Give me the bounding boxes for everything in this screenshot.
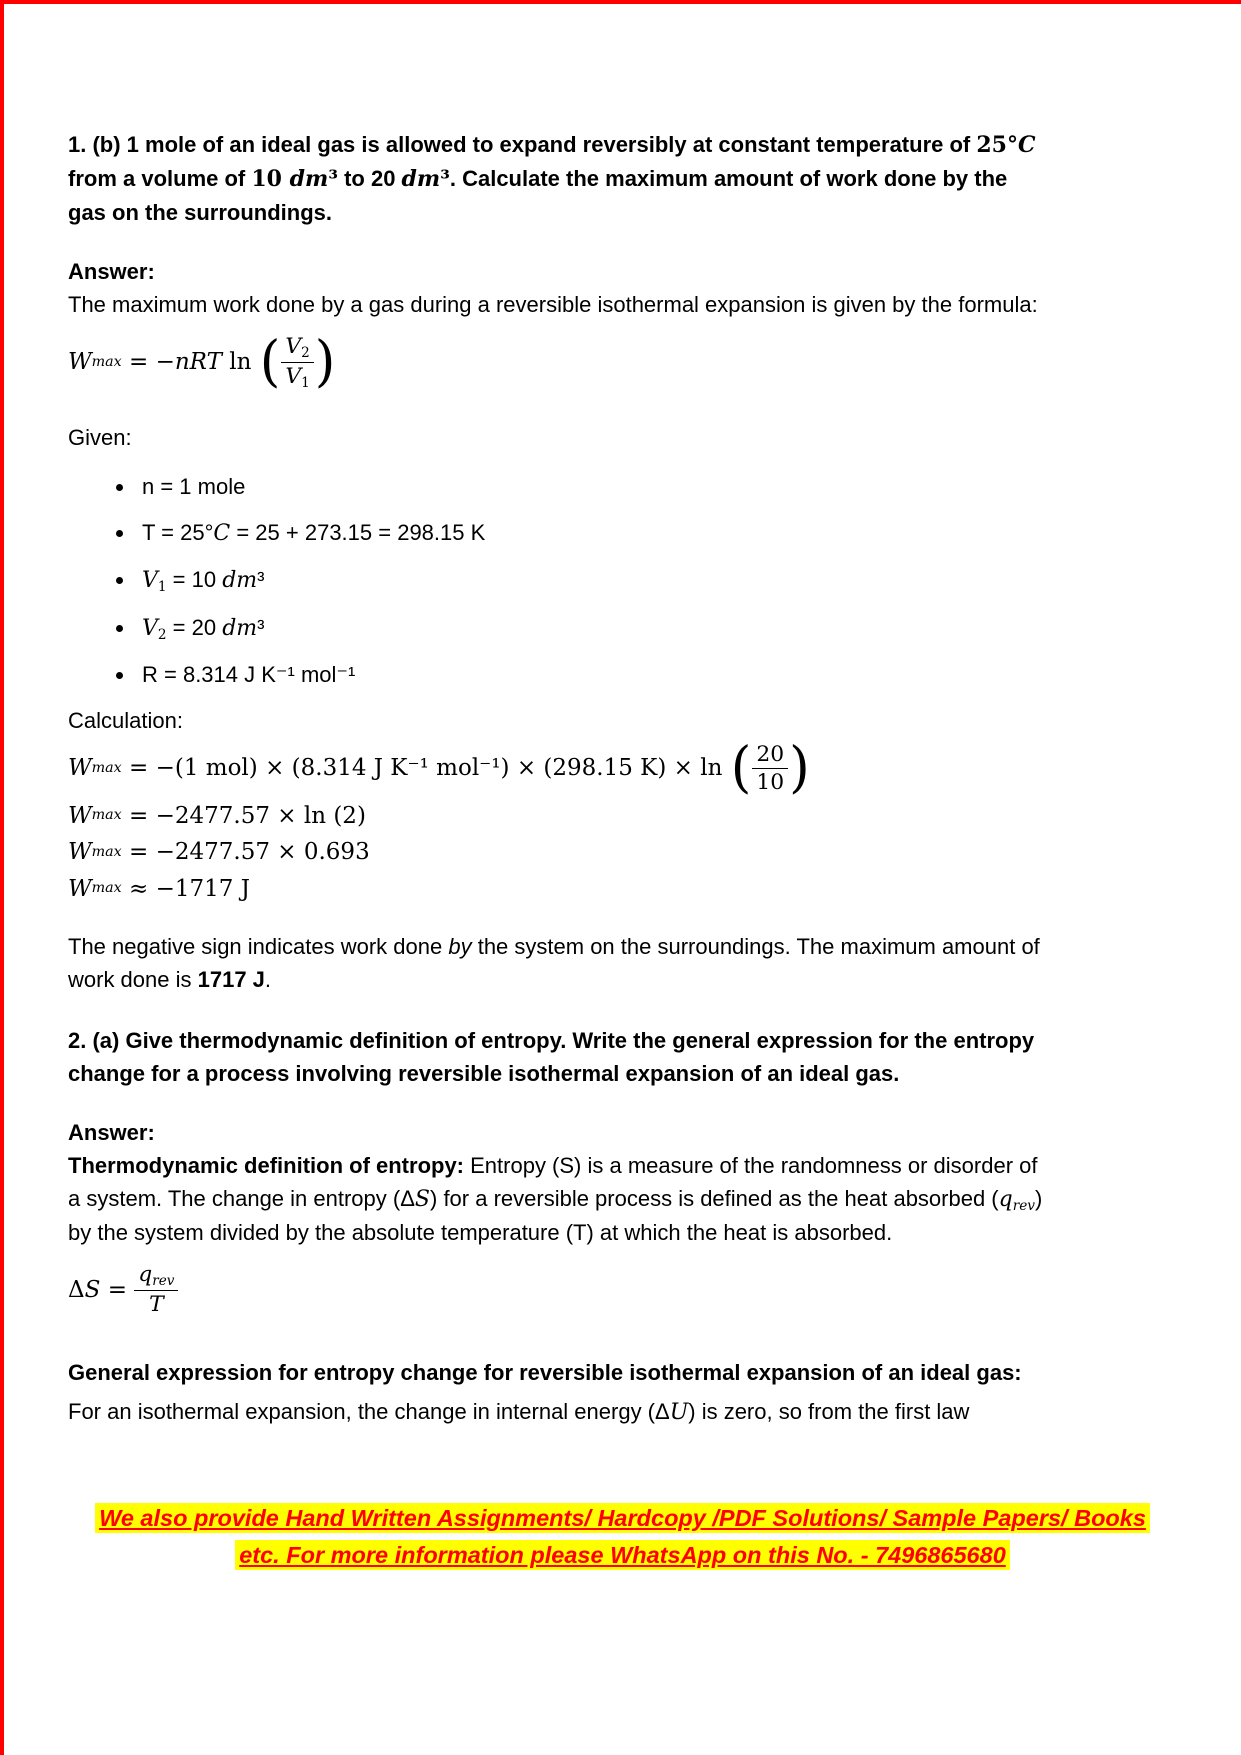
delta-s-formula: Δ S = $\frac{\text{qrev}}{T}$ <box>68 1261 1043 1318</box>
given-item: • n = 1 mole <box>136 470 1043 503</box>
answer-label-q1: Answer: <box>68 259 155 284</box>
given-item: • V2 = 20 dm³ <box>136 611 1043 645</box>
calculation-line: W max = −2477.57 × 0.693 <box>68 839 370 866</box>
first-law-line: For an isothermal expansion, the change in internal energy (ΔU) is zero, so from the first law <box>68 1399 970 1426</box>
calculation-lines <box>68 735 1043 906</box>
footer-banner <box>88 1500 1157 1574</box>
q1-conclusion: The negative sign indicates work done by the system on the surroundings. The maximum amount of work done is 1717 J. <box>68 934 1040 993</box>
answer-label-q2: Answer: <box>68 1120 155 1146</box>
calculation-line: W max ≈ −1717 J <box>68 875 250 902</box>
given-list <box>68 470 1043 691</box>
given-item: • R = 8.314 J K⁻¹ mol⁻¹ <box>136 658 1043 691</box>
calculation-line: W max = −(1 mol) × (8.314 J K⁻¹ mol⁻¹) × (298.15 K) × ln ( $\frac{20}{10}$ ) <box>68 735 810 800</box>
wmax-formula: W max = − nRT ln ( $\frac{V2}{V1}$ ) <box>68 329 336 394</box>
footer-banner-text: We also provide Hand Written Assignments/ Hardcopy /PDF Solutions/ Sample Papers/ Books etc. For more information please WhatsApp on this No. - 7496865680 <box>95 1503 1150 1570</box>
calculation-line: W max = −2477.57 × ln (2) <box>68 802 366 829</box>
general-expression-heading: General expression for entropy change for reversible isothermal expansion of an ideal gas: <box>68 1360 1022 1386</box>
entropy-definition-paragraph: Thermodynamic definition of entropy: Entropy (S) is a measure of the randomness or disorder of a system. The change in entropy (ΔS) for a reversible process is defined as the heat absorbed (qrev) by the system divided by the absolute temperature (T) at which the heat is absorbed. <box>68 1153 1043 1246</box>
calculation-label: Calculation: <box>68 707 183 733</box>
given-label: Given: <box>68 425 132 451</box>
given-item: • V1 = 10 dm³ <box>136 563 1043 597</box>
given-item: • T = 25°C = 25 + 273.15 = 298.15 K <box>136 516 1043 550</box>
document-content <box>68 128 1043 1429</box>
question-2a-text: 2. (a) Give thermodynamic definition of entropy. Write the general expression for the entropy change for a process involving reversible isothermal expansion of an ideal gas. <box>68 1028 1035 1087</box>
question-1b-text: 1. (b) 1 mole of an ideal gas is allowed to expand reversibly at constant temperature of 25°C from a volume of 10 dm³ to 20 dm³. Calculate the maximum amount of work done by the gas on the surroundings. <box>68 132 1036 225</box>
q1-intro-paragraph: The maximum work done by a gas during a reversible isothermal expansion is given by the formula: <box>68 292 1038 317</box>
